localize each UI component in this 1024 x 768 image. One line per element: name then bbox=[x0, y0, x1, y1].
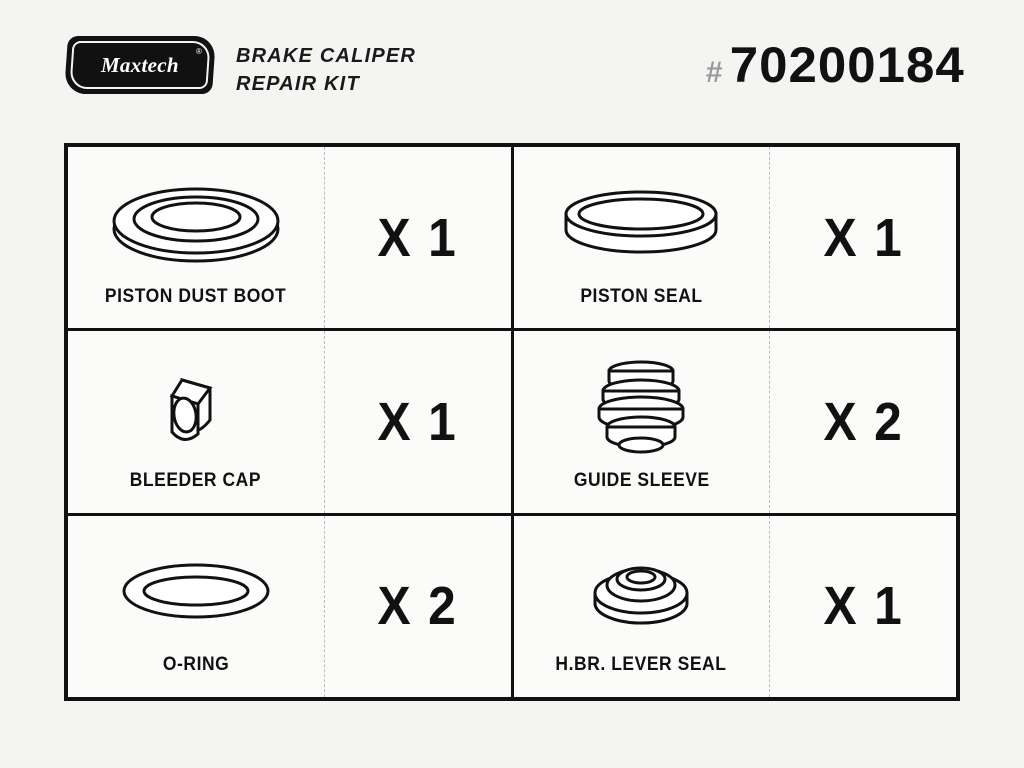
part-cell-o-ring bbox=[68, 516, 325, 697]
quantity-cell bbox=[325, 147, 511, 328]
quantity-value: X 1 bbox=[823, 576, 904, 637]
brand-logo-frame bbox=[69, 41, 210, 89]
quantity-value: X 2 bbox=[377, 576, 458, 637]
table-cell-group bbox=[514, 516, 957, 697]
quantity-value: X 1 bbox=[377, 207, 458, 268]
part-cell-piston-dust-boot bbox=[68, 147, 325, 328]
brand-logo bbox=[64, 36, 216, 94]
part-label: PISTON DUST BOOT bbox=[105, 285, 287, 307]
part-cell-bleeder-cap bbox=[68, 331, 325, 512]
hbr-lever-seal-icon bbox=[566, 542, 716, 640]
table-cell-group bbox=[68, 147, 514, 328]
part-label: H.BR. LEVER SEAL bbox=[555, 654, 727, 676]
table-cell-group bbox=[514, 147, 957, 328]
parts-table bbox=[64, 143, 960, 701]
part-cell-hbr-lever-seal bbox=[514, 516, 771, 697]
table-row bbox=[68, 147, 956, 331]
registered-trademark-icon: ® bbox=[196, 47, 202, 56]
o-ring-icon bbox=[106, 542, 286, 640]
quantity-cell bbox=[770, 147, 956, 328]
quantity-cell bbox=[325, 331, 511, 512]
quantity-cell bbox=[770, 331, 956, 512]
brand-logo-text: Maxtech bbox=[101, 52, 179, 77]
part-label: BLEEDER CAP bbox=[130, 469, 262, 491]
quantity-value: X 2 bbox=[823, 391, 904, 452]
table-row bbox=[68, 331, 956, 515]
part-label: O-RING bbox=[162, 654, 230, 676]
page-title bbox=[236, 42, 416, 98]
part-number bbox=[705, 36, 965, 94]
part-number-value: 70200184 bbox=[729, 37, 965, 93]
part-label: PISTON SEAL bbox=[580, 285, 703, 307]
part-cell-piston-seal bbox=[514, 147, 771, 328]
guide-sleeve-icon bbox=[566, 358, 716, 456]
page-title-line1: BRAKE CALIPER bbox=[236, 45, 417, 67]
hash-icon: # bbox=[705, 56, 723, 89]
quantity-cell bbox=[770, 516, 956, 697]
quantity-value: X 1 bbox=[823, 207, 904, 268]
table-cell-group bbox=[68, 516, 514, 697]
part-cell-guide-sleeve bbox=[514, 331, 771, 512]
bleeder-cap-icon bbox=[136, 358, 256, 456]
table-cell-group bbox=[514, 331, 957, 512]
quantity-cell bbox=[325, 516, 511, 697]
table-row bbox=[68, 516, 956, 697]
piston-seal-icon bbox=[546, 174, 736, 272]
quantity-value: X 1 bbox=[377, 391, 458, 452]
page-header bbox=[0, 0, 1024, 130]
table-cell-group bbox=[68, 331, 514, 512]
page-title-line2: REPAIR KIT bbox=[236, 73, 360, 95]
part-label: GUIDE SLEEVE bbox=[573, 469, 710, 491]
piston-dust-boot-icon bbox=[101, 174, 291, 272]
